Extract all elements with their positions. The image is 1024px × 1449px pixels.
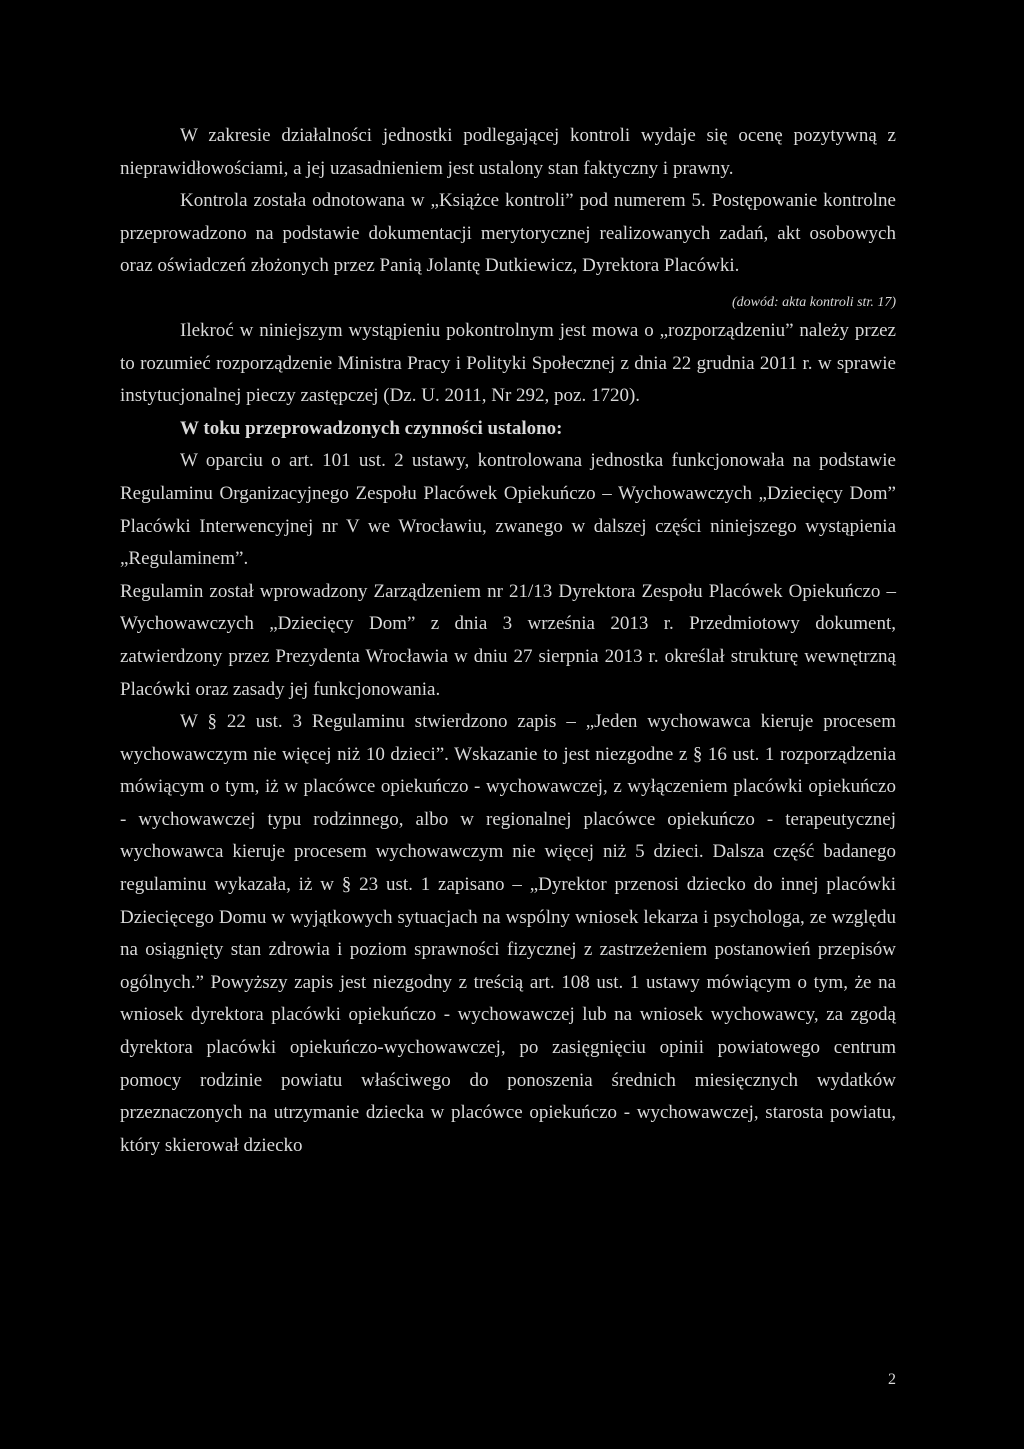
evidence-note: (dowód: akta kontroli str. 17) (732, 294, 896, 310)
paragraph-regulation-basis: W oparciu o art. 101 ust. 2 ustawy, kontrolowana jednostka funkcjonowała na podstawie Regulaminu Organizacyjnego Zespołu Placówek Opiekuńczo – Wychowawczych „Dziecięcy Dom” Placówki Interwencyjnej nr V we Wrocławiu, zwanego w dalszej części niniejszego wystąpienia „Regulaminem”. (120, 450, 896, 570)
paragraph-findings: W § 22 ust. 3 Regulaminu stwierdzono zapis – „Jeden wychowawca kieruje procesem wychowawczym nie więcej niż 10 dzieci”. Wskazanie to jest niezgodne z § 16 ust. 1 rozporządzenia mówiącym o tym, iż w placówce opiekuńczo - wychowawczej, z wyłączeniem placówki opiekuńczo - wychowawczej typu rodzinnego, albo w regionalnej placówce opiekuńczo - terapeutycznej wychowawca kieruje procesem wychowawczym nie więcej niż 5 dzieci. Dalsza część badanego regulaminu wykazała, iż w § 23 ust. 1 zapisano – „Dyrektor przenosi dziecko do innej placówki Dziecięcego Domu w wyjątkowych sytuacjach na wspólny wniosek lekarza i psychologa, ze względu na osiągnięty stan zdrowia i poziom sprawności fizycznej z zastrzeżeniem postanowień przepisów ogólnych.” Powyższy zapis jest niezgodny z treścią art. 108 ust. 1 ustawy mówiącym o tym, że na wniosek dyrektora placówki opiekuńczo - wychowawczej lub na wniosek wychowawcy, za zgodą dyrektora placówki opiekuńczo-wychowawczej, po zasięgnięciu opinii powiatowego centrum pomocy rodzinie powiatu właściwego do ponoszenia średnich miesięcznych wydatków przeznaczonych na utrzymanie dziecka w placówce opiekuńczo - wychowawczej, starosta powiatu, który skierował dziecko (120, 711, 896, 1156)
paragraph-regulation-introduction: Regulamin został wprowadzony Zarządzeniem nr 21/13 Dyrektora Zespołu Placówek Opiekuńczo – Wychowawczych „Dziecięcy Dom” z dnia 3 września 2013 r. Przedmiotowy dokument, zatwierdzony przez Prezydenta Wrocławia w dniu 27 sierpnia 2013 r. określał strukturę wewnętrzną Placówki oraz zasady jej funkcjonowania. (120, 580, 896, 700)
section-heading: W toku przeprowadzonych czynności ustalono: (180, 417, 563, 439)
paragraph-control-record: Kontrola została odnotowana w „Książce kontroli” pod numerem 5. Postępowanie kontrolne przeprowadzono na podstawie dokumentacji merytorycznej realizowanych zadań, akt osobowych oraz oświadczeń złożonych przez Panią Jolantę Dutkiewicz, Dyrektora Placówki. (120, 190, 896, 277)
paragraph-assessment: W zakresie działalności jednostki podlegającej kontroli wydaje się ocenę pozytywną z nieprawidłowościami, a jej uzasadnieniem jest ustalony stan faktyczny i prawny. (120, 125, 896, 179)
paragraph-definition: Ilekroć w niniejszym wystąpieniu pokontrolnym jest mowa o „rozporządzeniu” należy przez to rozumieć rozporządzenie Ministra Pracy i Polityki Społecznej z dnia 22 grudnia 2011 r. w sprawie instytucjonalnej pieczy zastępczej (Dz. U. 2011, Nr 292, poz. 1720). (120, 319, 896, 407)
document-page (120, 120, 896, 1162)
page-number: 2 (888, 1371, 896, 1388)
